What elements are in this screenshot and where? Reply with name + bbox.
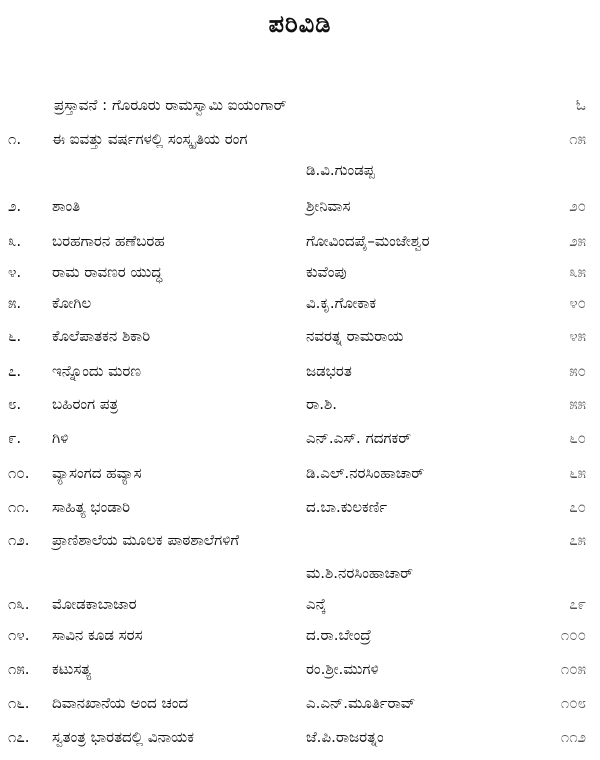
entry-number: ೧೦. <box>8 464 30 482</box>
toc-entry <box>0 460 600 486</box>
entry-page: ೨೫ <box>569 232 586 250</box>
toc-entry <box>0 494 600 520</box>
entry-page: ೪೦ <box>569 294 586 312</box>
entry-title: ಪ್ರಾಣಿಶಾಲೆಯ ಮೂಲಕ ಪಾಠಶಾಲೆಗಳಿಗೆ <box>52 531 240 549</box>
entry-number: ೫. <box>8 294 22 312</box>
entry-author: ಶ್ರೀನಿವಾಸ <box>306 197 351 215</box>
intro-row <box>0 92 600 118</box>
intro-page: ಓ <box>575 96 586 114</box>
entry-number: ೯. <box>8 429 22 447</box>
entry-author: ದ.ರಾ.ಬೇಂದ್ರೆ <box>306 626 372 644</box>
entry-title: ವ್ಯಾಸಂಗದ ಹವ್ಯಾಸ <box>52 464 142 482</box>
entry-author: ಜೆ.ಪಿ.ರಾಜರತ್ನಂ <box>306 728 384 746</box>
entry-title: ಕಟುಸತ್ಯ <box>52 660 92 678</box>
entry-page: ೬೫ <box>569 464 586 482</box>
entry-author: ಎನ್.ಎಸ್. ಗದಗಕರ್ <box>306 429 412 447</box>
entry-title: ಕೊಲೆಪಾತಕನ ಶಿಕಾರಿ <box>52 327 151 345</box>
entry-author: ಮ.ಶಿ.ನರಸಿಂಹಾಚಾರ್ <box>306 564 413 582</box>
entry-number: ೧೬. <box>8 694 30 712</box>
entry-title: ದಿವಾನಖಾನೆಯ ಅಂದ ಚಂದ <box>52 694 189 712</box>
entry-title: ರಾಮ ರಾವಣರ ಯುದ್ಧ <box>52 263 163 281</box>
entry-number: ೧೧. <box>8 498 30 516</box>
entry-title: ಕೋಗಿಲ <box>52 294 92 312</box>
entry-author: ಎನ್ಕೆ <box>306 595 326 613</box>
toc-entry <box>0 157 600 183</box>
entry-number: ೧೭. <box>8 728 30 746</box>
entry-page: ೭೯ <box>569 595 586 613</box>
toc-entry <box>0 126 600 152</box>
entry-number: ೩. <box>8 232 22 250</box>
entry-number: ೧೨. <box>8 531 30 549</box>
entry-author: ದ.ಬಾ.ಕುಲಕರ್ಣಿ <box>306 498 388 516</box>
entry-author: ಗೋವಿಂದಪೈ–ಮಂಜೇಶ್ವರ <box>306 232 430 250</box>
entry-author: ಕುವೆಂಪು <box>306 263 347 281</box>
entry-page: ೧೧೨ <box>560 728 586 746</box>
page-title: ಪರಿವಿಡಿ <box>268 10 332 38</box>
entry-number: ೮. <box>8 395 22 413</box>
entry-page: ೬೦ <box>569 429 586 447</box>
entry-page: ೫೫ <box>569 395 586 413</box>
entry-number: ೭. <box>8 362 22 380</box>
entry-author: ಡಿ.ವಿ.ಗುಂಡಪ್ಪ <box>306 161 375 179</box>
entry-number: ೧೪. <box>8 626 30 644</box>
entry-number: ೧. <box>8 130 22 148</box>
entry-title: ಮೋಡಕಾಬಾಜಾರ <box>52 595 137 613</box>
toc-entry <box>0 622 600 648</box>
entry-page: ೧೫ <box>569 130 586 148</box>
entry-author: ಎ.ಎನ್.ಮೂರ್ತಿರಾವ್ <box>306 694 416 712</box>
entry-number: ೪. <box>8 263 22 281</box>
entry-number: ೧೩. <box>8 595 30 613</box>
entry-title: ಶಾಂತಿ <box>52 197 81 215</box>
entry-title: ಸಾಹಿತ್ಯ ಭಂಡಾರಿ <box>52 498 131 516</box>
entry-page: ೪೫ <box>569 327 586 345</box>
toc-entry <box>0 560 600 586</box>
entry-author: ಜಡಭರತ <box>306 362 352 380</box>
entry-number: ೨. <box>8 197 22 215</box>
entry-author: ರಂ.ಶ್ರೀ.ಮುಗಳಿ <box>306 660 379 678</box>
toc-entry <box>0 228 600 254</box>
toc-entry <box>0 527 600 553</box>
entry-page: ೭೫ <box>569 531 586 549</box>
toc-entry <box>0 323 600 349</box>
entry-page: ೩೫ <box>569 263 586 281</box>
entry-page: ೧೦೮ <box>560 694 586 712</box>
entry-page: ೫೦ <box>569 362 586 380</box>
entry-title: ಬರಹಗಾರನ ಹಣೆಬರಹ <box>52 232 165 250</box>
entry-page: ೭೦ <box>569 498 586 516</box>
entry-title: ಇನ್ನೊಂದು ಮರಣ <box>52 362 141 380</box>
toc-entry <box>0 290 600 316</box>
toc-entry <box>0 656 600 682</box>
entry-title: ಬಹಿರಂಗ ಪತ್ರ <box>52 395 119 413</box>
entry-page: ೨೦ <box>569 197 586 215</box>
toc-entry <box>0 193 600 219</box>
entry-author: ನವರತ್ನ ರಾಮರಾಯ <box>306 327 404 345</box>
entry-title: ಸ್ವತಂತ್ರ ಭಾರತದಲ್ಲಿ ವಿನಾಯಕ <box>52 728 194 746</box>
entry-page: ೧೦೦ <box>560 626 586 644</box>
toc-entry <box>0 259 600 285</box>
entry-number: ೬. <box>8 327 22 345</box>
entry-page: ೧೦೫ <box>560 660 586 678</box>
toc-entry <box>0 690 600 716</box>
toc-entry <box>0 358 600 384</box>
toc-entry <box>0 391 600 417</box>
entry-title: ಈ ಐವತ್ತು ವರ್ಷಗಳಲ್ಲಿ ಸಂಸ್ಕೃತಿಯ ರಂಗ <box>52 130 248 148</box>
entry-author: ರಾ.ಶಿ. <box>306 395 337 413</box>
toc-entry <box>0 425 600 451</box>
entry-author: ವಿ.ಕೃ.ಗೋಕಾಕ <box>306 294 377 312</box>
toc-entry <box>0 591 600 617</box>
intro-label: ಪ್ರಸ್ತಾವನೆ : ಗೊರೂರು ರಾಮಸ್ವಾಮಿ ಐಯಂಗಾರ್ <box>54 96 287 114</box>
entry-number: ೧೫. <box>8 660 30 678</box>
entry-title: ಸಾವಿನ ಕೂಡ ಸರಸ <box>52 626 143 644</box>
entry-title: ಗಿಳಿ <box>52 429 69 447</box>
entry-author: ಡಿ.ಎಲ್.ನರಸಿಂಹಾಚಾರ್ <box>306 464 425 482</box>
toc-entry <box>0 724 600 750</box>
